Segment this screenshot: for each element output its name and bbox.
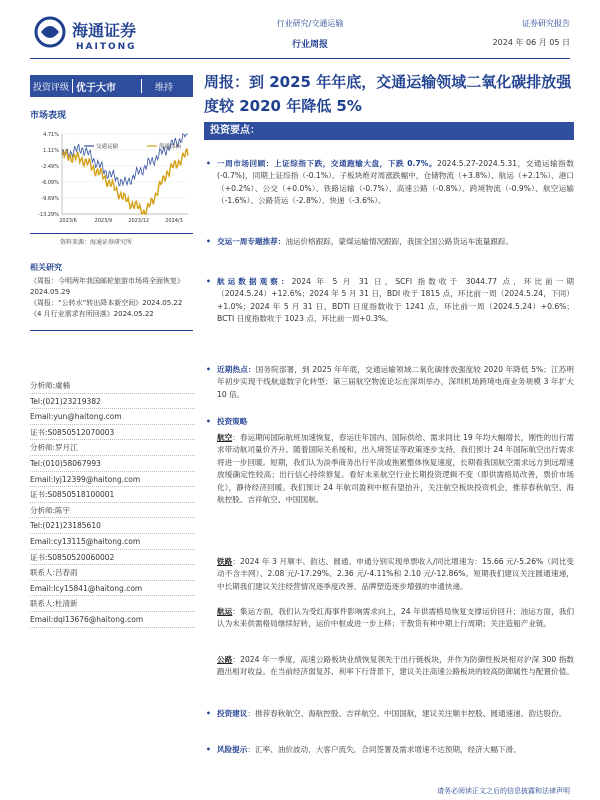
para-text: ：春运期间国际航班加速恢复，春运往年国内、国际供给、需求同比 19 年均大幅增长，刚性的出行需求带动航司量价齐升。随着国际关系缓和，出入境签证等政策逐步支持，我们预计 24 年国际航空出行需求将进一步回暖。短期，我们认为淡季商务出行平淡或拖累整体恢复速度，长期看我国航空需求远方到远增速放缓确定性较高；出行信心持续修复。看好未来航空行业长期投资逻辑不变（即供需格局改善，票价市场化），静待经济回暖。我们预计 24 年航司盈利中枢有望抬升，关注航空板块投资机会，推荐春秋航空、海航控股、吉祥航空、中国国航。 (217, 433, 574, 505)
bullet-hot-topics (204, 364, 574, 401)
para-aviation (204, 432, 574, 506)
para-label: 航运 (217, 607, 233, 616)
analyst-row: 分析师:虞楠 (30, 378, 195, 394)
market-heading: 市场表现 (30, 111, 67, 121)
analyst-row: Tel:(021)23185610 (30, 518, 195, 534)
report-label: 证券研究报告 (522, 19, 570, 28)
bullet-shipping-data (204, 276, 574, 326)
report-category: 行业研究/交通运输 (276, 19, 344, 28)
bullet-dot: • (206, 709, 211, 718)
bullet-label: 投资建议 (217, 709, 248, 718)
bullet-dot: • (206, 417, 211, 426)
bullet-recommendation (204, 708, 574, 720)
bullet-label: 交运一周专题推荐： (217, 237, 286, 246)
related-bottom-line (30, 330, 193, 331)
y-tick-label: 4.71% (43, 132, 59, 138)
bullet-label: 风险提示 (217, 745, 248, 754)
x-tick-label: 2023/9 (94, 218, 113, 224)
analyst-row: 联系人:吕春雨 (30, 565, 195, 581)
y-tick-label: 1.11% (43, 148, 59, 154)
bullet-label: 投资策略 (217, 417, 248, 426)
analyst-list (30, 378, 195, 628)
chart-svg (30, 126, 193, 231)
bullet-dot: • (206, 277, 211, 286)
para-text: ：2024 年 3 月顺丰、韵达、圆通、申通分别实现单票收入/同比增速为：15.66 元/-5.26%（同比变动不含丰网）、2.08 元/-17.29%、2.36 元/-4.11%和 2.10 元/-12.86%。短期我们建议关注圆通速递，中长期我们建议关注经营情况逐季度改善、品牌塑造逐步增强的申通快递。 (217, 557, 574, 591)
report-date: 2024 年 06 月 05 日 (492, 38, 570, 47)
chart-bottom-line (30, 233, 193, 234)
para-text: ：2024 年一季度，高速公路板块业绩恢复领先于出行链板块，并作为防御性板块相对沪深 300 指数跑出相对收益。在当前经济弱复苏、利率下行背景下，建议关注高速公路板块的较高防御属性与配置价值。 (217, 655, 574, 677)
report-title: 周报：到 2025 年年底，交通运输领域二氧化碳排放强度较 2020 年降低 5% (204, 73, 572, 115)
bullet-strategy (204, 416, 574, 428)
report-type: 行业周报 (291, 40, 328, 50)
key-points-heading: 投资要点： (204, 122, 574, 140)
rating-divider (141, 79, 142, 93)
analyst-row[interactable]: Email:yun@haitong.com (30, 409, 195, 425)
header-category-block (240, 18, 380, 50)
rating-value: 优于大市 (76, 82, 117, 94)
para-text: ：集运方面，我们认为受红海事件影响需求向上，24 年供需格局恢复支撑运价回升；油运方面，我们认为未来供需格局继续好转，运价中枢或进一步上移；干散货有种中期上行周期；关注造船产业链。 (217, 607, 575, 629)
header-divider (30, 58, 570, 59)
analyst-row: 联系人:杜清新 (30, 596, 195, 612)
analyst-row: 证书:S0850518100001 (30, 487, 195, 503)
logo-cn-text: 海通证券 (72, 21, 137, 40)
bullet-weekly-topic (204, 236, 574, 248)
para-label: 铁路 (217, 557, 233, 566)
x-tick-label: 2024/3 (165, 218, 183, 224)
related-item[interactable]: 《周报：“公转水”转出降本新空间》2024.05.22 (30, 299, 183, 307)
bullet-text: ：推荐春秋航空、海航控股、吉祥航空、中国国航，建议关注顺丰控股、圆通速递、韵达股份。 (247, 709, 567, 718)
para-label: 航空 (217, 433, 233, 442)
logo-en-text: HAITONG (76, 42, 137, 52)
x-tick-label: 2023/6 (59, 218, 77, 224)
bullet-text: 国务院部署，到 2025 年年底，交通运输领域二氧化碳排放强度较 2020 年降低 5%；江苏明年初步实现干线航道数字化转型；第三届航空物流论坛在深圳举办，深圳机场跨境电商业务规模 3 年扩大 10 倍。 (217, 365, 575, 399)
rating-status: 维持 (155, 82, 174, 93)
legend-label: 交通运输 (96, 144, 119, 150)
bullet-dot: • (206, 237, 211, 246)
related-research (30, 262, 198, 320)
bullet-label: 近期热点： (217, 365, 256, 374)
chart-source: 资料来源：海通证券研究所 (60, 239, 133, 246)
bullet-dot: • (206, 745, 211, 754)
market-performance-chart (30, 126, 193, 231)
bullet-text: ：汇率、油价波动，大客户流失，合同签署及需求增速不达预期，经济大幅下滑。 (247, 745, 521, 754)
analyst-row: 证书:S0850512070003 (30, 425, 195, 441)
analyst-row: 证书:S0850520060002 (30, 550, 195, 566)
series-line-1 (62, 149, 188, 214)
y-tick-label: -2.49% (41, 164, 59, 170)
related-heading: 相关研究 (30, 263, 62, 272)
analyst-row[interactable]: Email:dql13676@haitong.com (30, 612, 195, 628)
bullet-label: 航运数据观察： (217, 277, 292, 286)
para-road (204, 654, 574, 679)
y-tick-label: -6.09% (41, 180, 59, 186)
bullet-text: 2024.5.27-2024.5.31，交通运输指数(-0.7%)，同期上证综指（-0.1%）。子板块绝对周涨跌幅中，仓储物流（+3.8%）、航运（+2.1%）、港口（+0.2%）、公交（+0.0%）、铁路运输（-0.7%）、高速公路（-0.8%）、跨境物流（-0.9%）、航空运输（-1.6%）、公路货运（-2.8%）、快递（-3.6%）。 (217, 159, 574, 206)
bullet-text: 2024 年 5 月 31 日，SCFI 指数收于 3044.77 点，环比前一期（2024.5.24）+12.6%；2024 年 5 月 31 日，BDI 收于 1815 点，环比前一周（2024.5.24，下同）+1.0%；2024 年 5 月 31 日，BDTI 日度指数收于 1241 点，环比前一周（2024.5.24）+0.6%；BCTI 日度指数收于 1023 点，环比前一周+0.3%。 (217, 277, 574, 324)
analyst-row[interactable]: Email:lcy15841@haitong.com (30, 581, 195, 597)
bullet-risk (204, 744, 574, 756)
y-tick-label: -9.69% (41, 196, 59, 202)
para-rail (204, 556, 574, 593)
analyst-row: Tel:(010)58067993 (30, 456, 195, 472)
analyst-row: 分析师:罗月江 (30, 440, 195, 456)
legend-label: 海通综指 (159, 144, 182, 150)
bullet-text: 油运价格跟踪，蒙煤运输情况跟踪，我国全国公路货运车流量跟踪。 (285, 237, 514, 246)
bullet-market-review (204, 158, 574, 208)
analyst-row: Tel:(021)23219382 (30, 394, 195, 410)
y-tick-label: -13.29% (38, 212, 59, 218)
related-item[interactable]: 《4 月行业需求有所回落》2024.05.22 (30, 310, 154, 318)
analyst-row[interactable]: Email:cy13115@haitong.com (30, 534, 195, 550)
analyst-row: 分析师:陈宇 (30, 503, 195, 519)
analyst-row[interactable]: Email:lyj12399@haitong.com (30, 472, 195, 488)
para-shipping (204, 606, 574, 631)
bullet-label: 一周市场回顾：上证综指下跌，交通跑输大盘，下跌 0.7%。 (217, 159, 438, 168)
haitong-logo (32, 14, 172, 54)
rating-box (30, 75, 193, 97)
para-label: 公路 (217, 655, 233, 664)
header-date-block (493, 18, 570, 48)
bullet-dot: • (206, 365, 211, 374)
footer-disclaimer[interactable]: 请务必阅读正文之后的信息披露和法律声明 (437, 787, 570, 795)
rating-label: 投资评级 (33, 82, 70, 93)
bullet-dot: • (206, 159, 211, 168)
x-tick-label: 2023/12 (128, 218, 150, 224)
related-item[interactable]: 《周报：今明两年我国邮轮旅游市场将全面恢复》2024.05.29 (30, 277, 184, 296)
